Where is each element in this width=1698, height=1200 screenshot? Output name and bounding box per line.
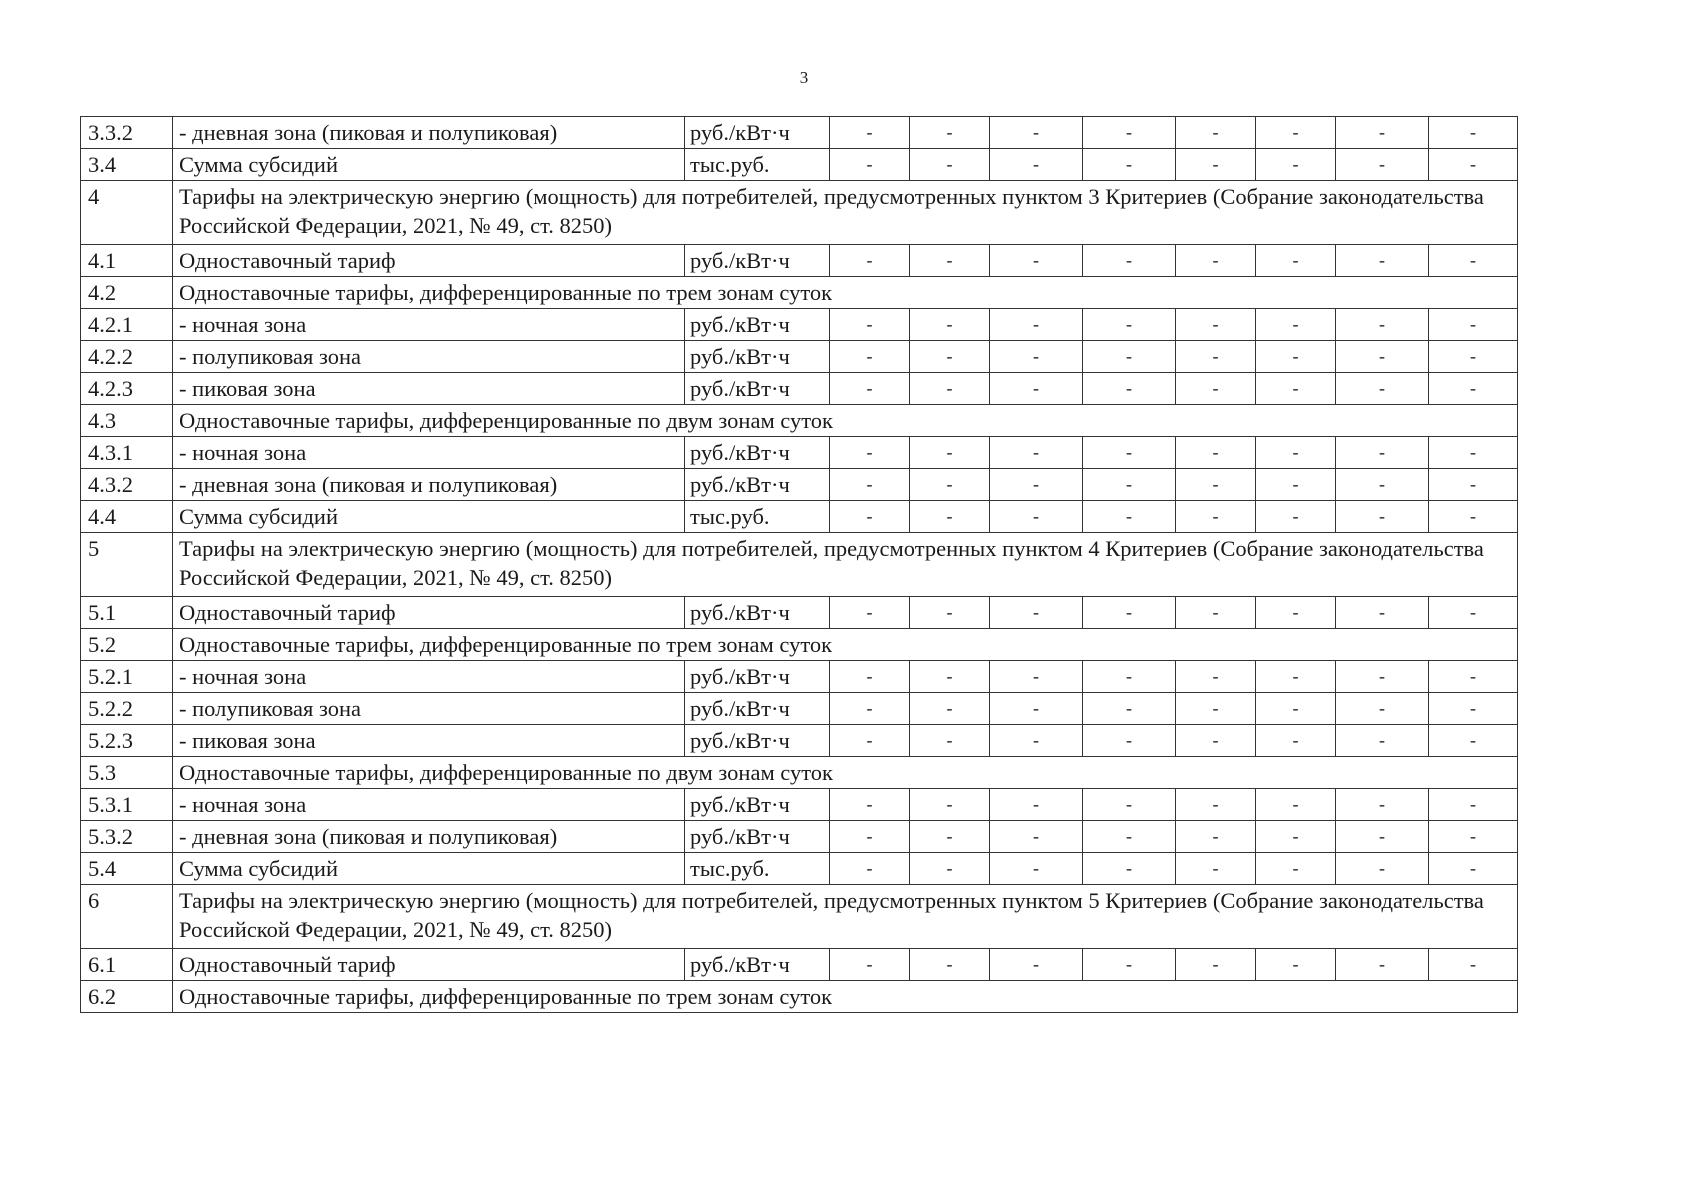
table-row: [81, 757, 1518, 789]
row-number: 5.3.1: [81, 789, 173, 821]
row-label: - ночная зона: [173, 789, 685, 821]
value-cell: -: [990, 501, 1083, 533]
table-row: [81, 789, 1518, 821]
row-number: 4.2: [81, 277, 173, 309]
value-cell: -: [1429, 949, 1518, 981]
value-cell: -: [990, 341, 1083, 373]
value-cell: -: [1083, 469, 1176, 501]
value-cell: -: [910, 117, 990, 149]
value-cell: -: [1336, 597, 1429, 629]
row-number: 4.2.2: [81, 341, 173, 373]
value-cell: -: [990, 597, 1083, 629]
value-cell: -: [990, 309, 1083, 341]
value-cell: -: [1256, 949, 1336, 981]
value-cell: -: [830, 789, 910, 821]
value-cell: -: [830, 597, 910, 629]
row-unit: руб./кВт·ч: [685, 789, 830, 821]
value-cell: -: [1176, 821, 1256, 853]
row-unit: руб./кВт·ч: [685, 597, 830, 629]
table-row: [81, 501, 1518, 533]
value-cell: -: [830, 821, 910, 853]
value-cell: -: [1429, 501, 1518, 533]
value-cell: -: [1256, 661, 1336, 693]
row-number: 5.3.2: [81, 821, 173, 853]
table-row: [81, 533, 1518, 597]
value-cell: -: [830, 309, 910, 341]
value-cell: -: [1083, 853, 1176, 885]
value-cell: -: [1256, 821, 1336, 853]
value-cell: -: [1083, 245, 1176, 277]
value-cell: -: [1429, 469, 1518, 501]
row-label: - дневная зона (пиковая и полупиковая): [173, 117, 685, 149]
row-label: - полупиковая зона: [173, 693, 685, 725]
value-cell: -: [1176, 597, 1256, 629]
value-cell: -: [910, 149, 990, 181]
value-cell: -: [990, 373, 1083, 405]
row-number: 6: [81, 885, 173, 949]
row-label: Сумма субсидий: [173, 501, 685, 533]
value-cell: -: [1176, 501, 1256, 533]
value-cell: -: [910, 309, 990, 341]
value-cell: -: [1429, 725, 1518, 757]
value-cell: -: [1256, 245, 1336, 277]
value-cell: -: [1256, 693, 1336, 725]
value-cell: -: [910, 661, 990, 693]
value-cell: -: [1429, 789, 1518, 821]
row-number: 5.2: [81, 629, 173, 661]
value-cell: -: [1429, 597, 1518, 629]
table-row: [81, 341, 1518, 373]
row-number: 3.4: [81, 149, 173, 181]
row-unit: руб./кВт·ч: [685, 373, 830, 405]
value-cell: -: [910, 725, 990, 757]
row-number: 5.1: [81, 597, 173, 629]
value-cell: -: [1429, 373, 1518, 405]
row-unit: руб./кВт·ч: [685, 117, 830, 149]
value-cell: -: [990, 949, 1083, 981]
value-cell: -: [1429, 117, 1518, 149]
value-cell: -: [990, 149, 1083, 181]
value-cell: -: [1256, 341, 1336, 373]
value-cell: -: [910, 693, 990, 725]
value-cell: -: [990, 821, 1083, 853]
table-row: [81, 885, 1518, 949]
table-row: [81, 245, 1518, 277]
section-heading: Тарифы на электрическую энергию (мощность) для потребителей, предусмотренных пунктом 4 Критериев (Собрание законодательства Российской Федерации, 2021, № 49, ст. 8250): [173, 533, 1518, 597]
row-unit: руб./кВт·ч: [685, 821, 830, 853]
value-cell: -: [1336, 469, 1429, 501]
value-cell: -: [990, 469, 1083, 501]
table-body: [81, 117, 1518, 1013]
value-cell: -: [1429, 245, 1518, 277]
value-cell: -: [1083, 725, 1176, 757]
table-row: [81, 693, 1518, 725]
value-cell: -: [1176, 469, 1256, 501]
row-number: 4.2.3: [81, 373, 173, 405]
table-row: [81, 629, 1518, 661]
value-cell: -: [1083, 309, 1176, 341]
row-number: 4.3: [81, 405, 173, 437]
value-cell: -: [1336, 373, 1429, 405]
table-row: [81, 405, 1518, 437]
row-number: 5.2.2: [81, 693, 173, 725]
value-cell: -: [830, 149, 910, 181]
value-cell: -: [1176, 789, 1256, 821]
table-row: [81, 597, 1518, 629]
table-row: [81, 277, 1518, 309]
value-cell: -: [1083, 501, 1176, 533]
value-cell: -: [1256, 437, 1336, 469]
value-cell: -: [1336, 501, 1429, 533]
value-cell: -: [830, 693, 910, 725]
value-cell: -: [1176, 725, 1256, 757]
value-cell: -: [1083, 693, 1176, 725]
value-cell: -: [1256, 117, 1336, 149]
value-cell: -: [1336, 853, 1429, 885]
row-label: - дневная зона (пиковая и полупиковая): [173, 469, 685, 501]
value-cell: -: [1176, 149, 1256, 181]
value-cell: -: [990, 245, 1083, 277]
value-cell: -: [830, 373, 910, 405]
value-cell: -: [1083, 149, 1176, 181]
row-label: Одноставочный тариф: [173, 245, 685, 277]
table-row: [81, 725, 1518, 757]
value-cell: -: [990, 661, 1083, 693]
value-cell: -: [990, 693, 1083, 725]
value-cell: -: [910, 949, 990, 981]
table-row: [81, 661, 1518, 693]
value-cell: -: [1336, 725, 1429, 757]
value-cell: -: [910, 437, 990, 469]
row-label: Одноставочный тариф: [173, 597, 685, 629]
value-cell: -: [1256, 469, 1336, 501]
value-cell: -: [830, 245, 910, 277]
value-cell: -: [1256, 853, 1336, 885]
row-unit: руб./кВт·ч: [685, 949, 830, 981]
row-label: - пиковая зона: [173, 373, 685, 405]
row-number: 4: [81, 181, 173, 245]
value-cell: -: [1336, 149, 1429, 181]
row-unit: руб./кВт·ч: [685, 309, 830, 341]
table-row: [81, 181, 1518, 245]
value-cell: -: [1176, 693, 1256, 725]
table-row: [81, 437, 1518, 469]
value-cell: -: [1336, 693, 1429, 725]
row-unit: тыс.руб.: [685, 501, 830, 533]
row-unit: руб./кВт·ч: [685, 341, 830, 373]
row-unit: тыс.руб.: [685, 149, 830, 181]
section-heading: Одноставочные тарифы, дифференцированные по двум зонам суток: [173, 757, 1518, 789]
table-row: [81, 117, 1518, 149]
value-cell: -: [1429, 437, 1518, 469]
value-cell: -: [910, 245, 990, 277]
row-label: - дневная зона (пиковая и полупиковая): [173, 821, 685, 853]
row-unit: руб./кВт·ч: [685, 437, 830, 469]
tariff-table: [80, 116, 1518, 1013]
value-cell: -: [1083, 597, 1176, 629]
value-cell: -: [1336, 661, 1429, 693]
table-row: [81, 149, 1518, 181]
value-cell: -: [1256, 725, 1336, 757]
value-cell: -: [910, 341, 990, 373]
row-number: 5.2.3: [81, 725, 173, 757]
row-number: 5.3: [81, 757, 173, 789]
value-cell: -: [1429, 149, 1518, 181]
value-cell: -: [1429, 821, 1518, 853]
value-cell: -: [1336, 949, 1429, 981]
row-number: 4.4: [81, 501, 173, 533]
row-number: 3.3.2: [81, 117, 173, 149]
section-heading: Тарифы на электрическую энергию (мощность) для потребителей, предусмотренных пунктом 5 Критериев (Собрание законодательства Российской Федерации, 2021, № 49, ст. 8250): [173, 885, 1518, 949]
value-cell: -: [1176, 373, 1256, 405]
section-heading: Тарифы на электрическую энергию (мощность) для потребителей, предусмотренных пунктом 3 Критериев (Собрание законодательства Российской Федерации, 2021, № 49, ст. 8250): [173, 181, 1518, 245]
value-cell: -: [1256, 789, 1336, 821]
value-cell: -: [1429, 661, 1518, 693]
value-cell: -: [990, 117, 1083, 149]
value-cell: -: [1176, 341, 1256, 373]
value-cell: -: [1083, 661, 1176, 693]
value-cell: -: [1336, 789, 1429, 821]
value-cell: -: [910, 597, 990, 629]
row-unit: руб./кВт·ч: [685, 245, 830, 277]
value-cell: -: [1083, 949, 1176, 981]
value-cell: -: [830, 469, 910, 501]
value-cell: -: [910, 821, 990, 853]
value-cell: -: [1176, 117, 1256, 149]
row-unit: руб./кВт·ч: [685, 693, 830, 725]
value-cell: -: [910, 501, 990, 533]
value-cell: -: [1083, 373, 1176, 405]
row-number: 4.3.2: [81, 469, 173, 501]
value-cell: -: [1083, 437, 1176, 469]
row-unit: руб./кВт·ч: [685, 725, 830, 757]
table-row: [81, 981, 1518, 1013]
value-cell: -: [830, 853, 910, 885]
value-cell: -: [1336, 117, 1429, 149]
row-label: Сумма субсидий: [173, 149, 685, 181]
row-unit: тыс.руб.: [685, 853, 830, 885]
value-cell: -: [910, 373, 990, 405]
value-cell: -: [1176, 437, 1256, 469]
value-cell: -: [1336, 821, 1429, 853]
table-row: [81, 309, 1518, 341]
value-cell: -: [830, 949, 910, 981]
value-cell: -: [1083, 821, 1176, 853]
value-cell: -: [830, 725, 910, 757]
value-cell: -: [830, 661, 910, 693]
value-cell: -: [1429, 309, 1518, 341]
value-cell: -: [910, 853, 990, 885]
value-cell: -: [1429, 853, 1518, 885]
table-row: [81, 469, 1518, 501]
value-cell: -: [990, 853, 1083, 885]
table-row: [81, 853, 1518, 885]
row-number: 5.4: [81, 853, 173, 885]
value-cell: -: [1256, 597, 1336, 629]
page-number: 3: [799, 68, 809, 87]
row-number: 4.1: [81, 245, 173, 277]
row-unit: руб./кВт·ч: [685, 469, 830, 501]
value-cell: -: [830, 117, 910, 149]
value-cell: -: [1176, 661, 1256, 693]
value-cell: -: [1083, 789, 1176, 821]
row-label: - ночная зона: [173, 309, 685, 341]
value-cell: -: [830, 437, 910, 469]
value-cell: -: [1256, 149, 1336, 181]
value-cell: -: [1176, 245, 1256, 277]
value-cell: -: [1336, 437, 1429, 469]
section-heading: Одноставочные тарифы, дифференцированные по трем зонам суток: [173, 981, 1518, 1013]
row-number: 5: [81, 533, 173, 597]
row-label: - полупиковая зона: [173, 341, 685, 373]
row-unit: руб./кВт·ч: [685, 661, 830, 693]
value-cell: -: [1176, 309, 1256, 341]
value-cell: -: [830, 501, 910, 533]
table-row: [81, 373, 1518, 405]
table-row: [81, 949, 1518, 981]
value-cell: -: [1083, 341, 1176, 373]
value-cell: -: [910, 789, 990, 821]
row-number: 4.2.1: [81, 309, 173, 341]
row-number: 4.3.1: [81, 437, 173, 469]
value-cell: -: [1429, 341, 1518, 373]
row-label: Одноставочный тариф: [173, 949, 685, 981]
table-row: [81, 821, 1518, 853]
row-number: 6.2: [81, 981, 173, 1013]
value-cell: -: [1083, 117, 1176, 149]
row-label: Сумма субсидий: [173, 853, 685, 885]
value-cell: -: [1336, 309, 1429, 341]
value-cell: -: [990, 789, 1083, 821]
value-cell: -: [910, 469, 990, 501]
value-cell: -: [1256, 373, 1336, 405]
value-cell: -: [1176, 853, 1256, 885]
value-cell: -: [1256, 501, 1336, 533]
row-label: - ночная зона: [173, 437, 685, 469]
section-heading: Одноставочные тарифы, дифференцированные по трем зонам суток: [173, 277, 1518, 309]
value-cell: -: [1336, 245, 1429, 277]
value-cell: -: [990, 725, 1083, 757]
row-number: 6.1: [81, 949, 173, 981]
row-label: - пиковая зона: [173, 725, 685, 757]
value-cell: -: [830, 341, 910, 373]
section-heading: Одноставочные тарифы, дифференцированные по трем зонам суток: [173, 629, 1518, 661]
value-cell: -: [1256, 309, 1336, 341]
value-cell: -: [1176, 949, 1256, 981]
value-cell: -: [1336, 341, 1429, 373]
row-label: - ночная зона: [173, 661, 685, 693]
row-number: 5.2.1: [81, 661, 173, 693]
value-cell: -: [1429, 693, 1518, 725]
value-cell: -: [990, 437, 1083, 469]
section-heading: Одноставочные тарифы, дифференцированные по двум зонам суток: [173, 405, 1518, 437]
